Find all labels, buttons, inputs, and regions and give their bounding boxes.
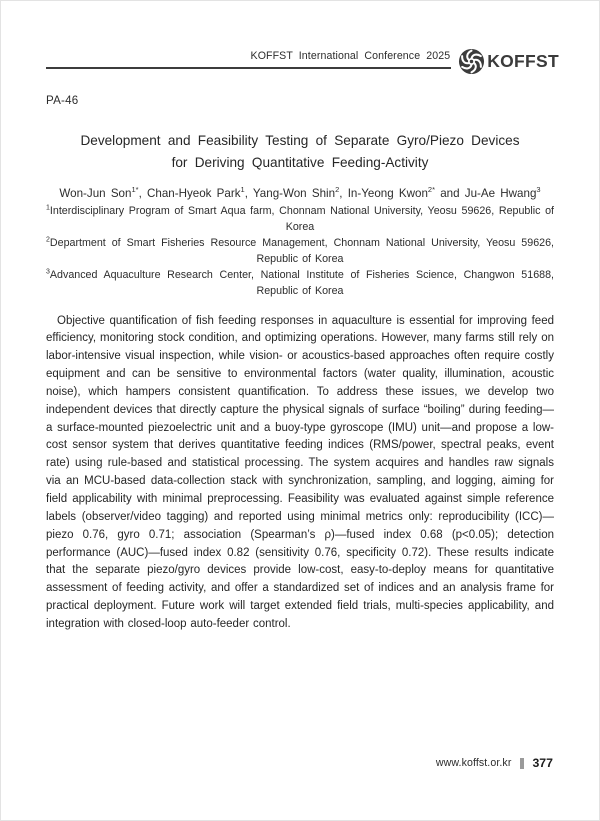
koffst-logo <box>458 48 559 75</box>
affiliation: $^3$Advanced Aquaculture Research Center, National Institute of Fisheries Science, Changwon 51688, Republic of Korea <box>46 268 554 298</box>
paper-title <box>46 130 554 173</box>
paper-title-line1: Development and Feasibility Testing of Separate Gyro/Piezo Devices <box>80 133 520 148</box>
author-name: Yang-Won Shin <box>252 187 336 200</box>
abstract-text: Objective quantification of fish feeding responses in aquaculture is essential for improving feed efficiency, monitoring stock condition, and optimizing operations. However, many farms still rely on labor-intensive visual inspection, while vision- or acoustics-based approaches often require costly equipment and can be sensitive to environmental factors (water quality, illumination, acoustic noise), which hampers consistent quantification. To address these issues, we develop two independent devices that directly capture the physical signals of surface “boiling” during feeding—a surface-mounted piezoelectric unit and a buoy-type gyroscope (IMU) unit—and propose a low-cost sensor system that derives quantitative feeding indices (RMS/power, spectral peaks, event rate) using rule-based and statistical processing. The system acquires and handles raw signals via an MCU-based data-collection stack with synchronization, sampling, and logging, aiming for field applicability with minimal preprocessing. Feasibility was evaluated against simple reference labels (observer/video tagging) and reported using minimal metrics only: reproducibility (ICC)—piezo 0.76, gyro 0.71; association (Spearman’s ρ)—fused index 0.68 (p<0.05); detection performance (AUC)—fused index 0.82 (sensitivity 0.76, specificity 0.72). These results indicate that the separate piezo/gyro devices provide low-cost, easy-to-deploy means for quantitative assessment of feeding activity, and offer a standardized set of indices and an analysis frame for practical deployment. Future work will target extended field trials, multi-species applicability, and integration with closed-loop auto-feeder control. <box>46 314 554 630</box>
author-superscript: 1 <box>240 185 245 195</box>
affiliation-superscript: 2 <box>46 236 50 244</box>
author-name: Ju-Ae Hwang <box>464 187 537 200</box>
paper-title-line2: for Deriving Quantitative Feeding-Activity <box>171 154 429 170</box>
affiliation-list <box>46 203 554 300</box>
footer-separator-bar <box>520 758 524 769</box>
affiliation: $^1$Interdisciplinary Program of Smart Aqua farm, Chonnam National University, Yeosu 59626, Republic of Korea <box>46 204 554 234</box>
conference-name: KOFFST International Conference 2025 <box>250 50 451 62</box>
paper-id: PA-46 <box>46 94 79 107</box>
author-name: In-Yeong Kwon <box>347 187 428 200</box>
affiliation: $^2$Department of Smart Fisheries Resource Management, Chonnam National University, Yeosu 59626, Republic of Korea <box>46 236 554 266</box>
page-footer <box>436 756 553 770</box>
author-line: Won-Jun Son$^{1*}$, Chan-Hyeok Park$^1$, Yang-Won Shin$^2$, In-Yeong Kwon$^{2*}$ and Ju-Ae Hwang$^3$ <box>59 185 541 200</box>
swirl-pinwheel-icon <box>458 48 485 75</box>
logo-wordmark: KOFFST <box>487 51 559 71</box>
header-rule <box>46 50 451 69</box>
footer-page-number: 377 <box>532 756 553 770</box>
footer-url: www.koffst.or.kr <box>435 757 512 769</box>
author-superscript: 2 <box>335 185 340 195</box>
author-superscript: 2* <box>427 185 435 195</box>
author-superscript: 3 <box>536 185 541 195</box>
author-name: Won-Jun Son <box>59 187 132 200</box>
author-name: Chan-Hyeok Park <box>147 187 241 200</box>
page-header <box>1 1 599 69</box>
affiliation-superscript: 3 <box>46 268 50 276</box>
affiliation-superscript: 1 <box>46 204 50 212</box>
author-superscript: 1* <box>131 185 139 195</box>
